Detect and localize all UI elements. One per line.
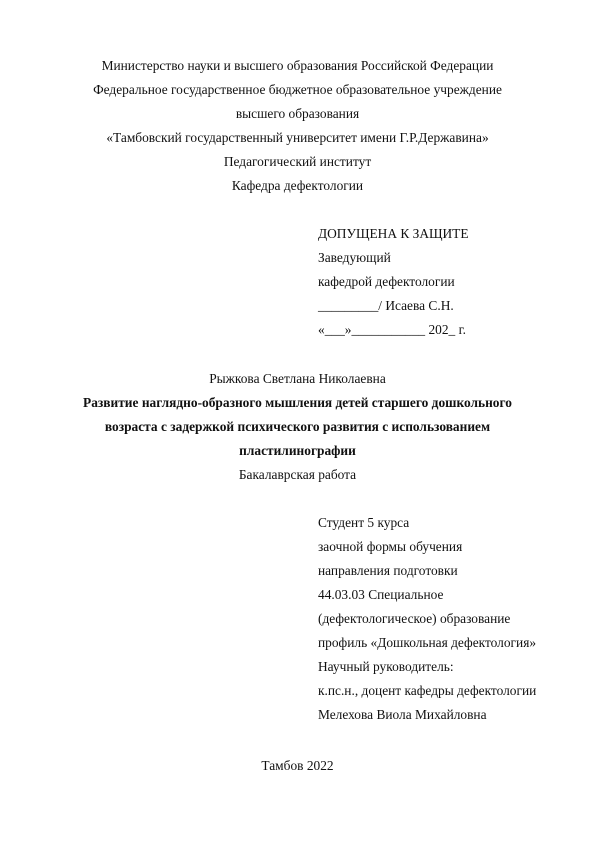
approval-block <box>318 222 588 342</box>
student-info-block <box>318 511 588 727</box>
student-direction-code: 44.03.03 Специальное <box>318 587 444 602</box>
institution-header <box>0 54 595 198</box>
author-name: Рыжкова Светлана Николаевна <box>209 371 386 386</box>
approval-signature: _________/ Исаева С.Н. <box>318 298 454 313</box>
header-education-level: высшего образования <box>235 106 360 121</box>
supervisor-title: к.пс.н., доцент кафедры дефектологии <box>318 683 537 698</box>
approval-date: «___»___________ 202_ г. <box>318 322 466 337</box>
approval-department: кафедрой дефектологии <box>318 274 455 289</box>
student-direction-name: (дефектологическое) образование <box>318 611 511 626</box>
student-profile: профиль «Дошкольная дефектология» <box>318 635 537 650</box>
thesis-title-line-3: пластилинографии <box>239 443 356 458</box>
thesis-title-line-2: возраста с задержкой психического развития с использованием <box>104 419 491 434</box>
approval-heading: ДОПУЩЕНА К ЗАЩИТЕ <box>318 226 469 241</box>
header-institute: Педагогический институт <box>223 154 372 169</box>
city-year: Тамбов 2022 <box>261 758 334 773</box>
header-department: Кафедра дефектологии <box>231 178 364 193</box>
supervisor-label: Научный руководитель: <box>318 659 454 674</box>
student-direction-label: направления подготовки <box>318 563 458 578</box>
thesis-title-block <box>0 367 595 487</box>
footer-block <box>0 754 595 778</box>
header-university-type: Федеральное государственное бюджетное образовательное учреждение <box>93 82 502 97</box>
header-university-name: «Тамбовский государственный университет имени Г.Р.Державина» <box>106 130 489 145</box>
header-ministry: Министерство науки и высшего образования Российской Федерации <box>101 58 494 73</box>
approval-position: Заведующий <box>318 250 391 265</box>
student-course: Студент 5 курса <box>318 515 410 530</box>
thesis-title-line-1: Развитие наглядно-образного мышления детей старшего дошкольного <box>83 395 512 410</box>
supervisor-name: Мелехова Виола Михайловна <box>318 707 487 722</box>
student-study-form: заочной формы обучения <box>318 539 463 554</box>
work-type: Бакалаврская работа <box>238 467 357 482</box>
